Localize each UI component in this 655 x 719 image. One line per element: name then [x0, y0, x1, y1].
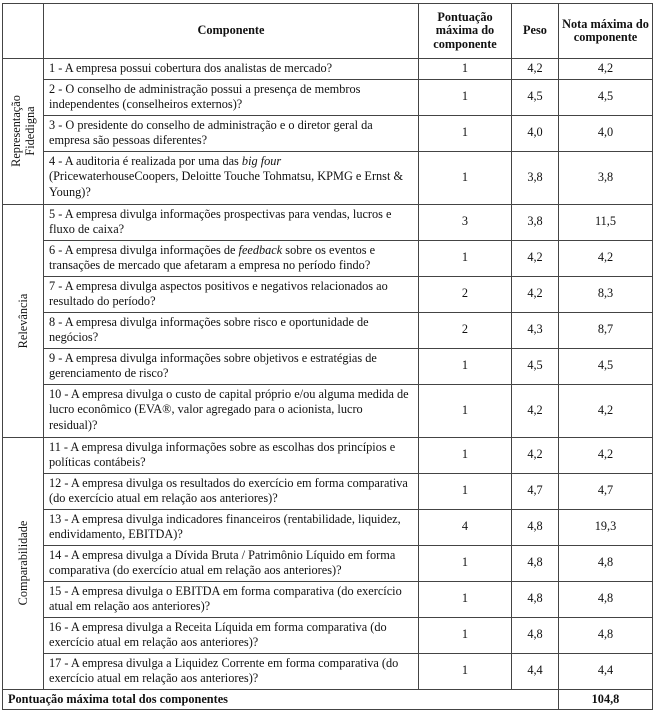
row-max-grade: 4,2: [559, 59, 653, 80]
row-weight: 4,5: [512, 348, 559, 384]
row-max-grade: 19,3: [559, 509, 653, 545]
row-weight: 4,2: [512, 240, 559, 276]
row-description: 13 - A empresa divulga indicadores financeiros (rentabilidade, liquidez, endividamento, EBITDA)?: [44, 509, 419, 545]
row-description: 12 - A empresa divulga os resultados do exercício em forma comparativa (do exercício atual em relação aos anteriores)?: [44, 473, 419, 509]
row-description: 10 - A empresa divulga o custo de capital próprio e/ou alguma medida de lucro econômico (EVA®, valor agregado para o acionista, lucro residual)?: [44, 384, 419, 437]
header-weight: Peso: [512, 4, 559, 59]
row-max-score: 1: [419, 545, 512, 581]
row-description: 3 - O presidente do conselho de administração e o diretor geral da empresa são pessoas diferentes?: [44, 115, 419, 151]
row-max-score: 2: [419, 276, 512, 312]
row-description: 7 - A empresa divulga aspectos positivos e negativos relacionados ao resultado do período?: [44, 276, 419, 312]
row-max-grade: 8,3: [559, 276, 653, 312]
row-max-grade: 4,7: [559, 473, 653, 509]
group-label-text: Representação Fidedigna: [9, 95, 37, 168]
italic-term: big four: [241, 153, 282, 168]
table-row: [3, 545, 653, 581]
table-row: [3, 437, 653, 473]
row-description: 15 - A empresa divulga o EBITDA em forma comparativa (do exercício atual em relação aos anteriores)?: [44, 581, 419, 617]
row-max-score: 1: [419, 79, 512, 115]
table-row: [3, 240, 653, 276]
row-max-score: 1: [419, 59, 512, 80]
group-label-representacao: [3, 59, 44, 205]
row-max-score: 1: [419, 437, 512, 473]
table-row: [3, 151, 653, 204]
row-weight: 3,8: [512, 151, 559, 204]
row-max-grade: 4,8: [559, 581, 653, 617]
row-weight: 4,4: [512, 653, 559, 689]
row-max-grade: 8,7: [559, 312, 653, 348]
table-row: [3, 348, 653, 384]
row-max-score: 1: [419, 384, 512, 437]
scoring-table: [2, 3, 653, 710]
row-description: 9 - A empresa divulga informações sobre objetivos e estratégias de gerenciamento de risco?: [44, 348, 419, 384]
row-max-score: 1: [419, 115, 512, 151]
row-description: 1 - A empresa possui cobertura dos analistas de mercado?: [44, 59, 419, 80]
row-weight: 4,8: [512, 545, 559, 581]
row-max-score: 2: [419, 312, 512, 348]
row-description: 8 - A empresa divulga informações sobre risco e oportunidade de negócios?: [44, 312, 419, 348]
table-row: [3, 79, 653, 115]
row-max-grade: 4,2: [559, 384, 653, 437]
header-max-grade: Nota máxima do componente: [559, 4, 653, 59]
row-description: 4 - A auditoria é realizada por uma das big four (PricewaterhouseCoopers, Deloitte Touche Tohmatsu, KPMG e Ernst & Young)?: [44, 151, 419, 204]
table-row: [3, 509, 653, 545]
row-max-grade: 3,8: [559, 151, 653, 204]
table-row: [3, 581, 653, 617]
row-weight: 4,2: [512, 59, 559, 80]
header-row: [3, 4, 653, 59]
row-max-score: 4: [419, 509, 512, 545]
row-max-score: 1: [419, 240, 512, 276]
row-weight: 4,8: [512, 509, 559, 545]
total-row: [3, 689, 653, 710]
row-max-grade: 4,4: [559, 653, 653, 689]
row-max-grade: 4,8: [559, 545, 653, 581]
table-row: [3, 384, 653, 437]
table-row: [3, 276, 653, 312]
row-weight: 4,7: [512, 473, 559, 509]
group-label-text: Relevância: [16, 293, 30, 348]
row-weight: 4,3: [512, 312, 559, 348]
total-label: Pontuação máxima total dos componentes: [3, 689, 559, 710]
header-component: Componente: [44, 4, 419, 59]
row-weight: 4,8: [512, 617, 559, 653]
group-label-comparabilidade: [3, 437, 44, 689]
italic-term: feedback: [238, 242, 283, 257]
table-row: [3, 473, 653, 509]
row-max-grade: 4,2: [559, 240, 653, 276]
row-max-score: 1: [419, 617, 512, 653]
table-row: [3, 204, 653, 240]
row-max-grade: 4,5: [559, 348, 653, 384]
row-weight: 4,8: [512, 581, 559, 617]
table-row: [3, 617, 653, 653]
row-description: 17 - A empresa divulga a Liquidez Corrente em forma comparativa (do exercício atual em relação aos anteriores)?: [44, 653, 419, 689]
row-max-score: 1: [419, 581, 512, 617]
row-max-grade: 4,0: [559, 115, 653, 151]
row-weight: 4,2: [512, 276, 559, 312]
table-row: [3, 59, 653, 80]
row-weight: 4,2: [512, 437, 559, 473]
row-weight: 4,2: [512, 384, 559, 437]
row-max-score: 1: [419, 151, 512, 204]
total-value: 104,8: [559, 689, 653, 710]
header-group: [3, 4, 44, 59]
table-row: [3, 115, 653, 151]
row-max-score: 3: [419, 204, 512, 240]
row-weight: 4,5: [512, 79, 559, 115]
row-max-score: 1: [419, 348, 512, 384]
table-row: [3, 312, 653, 348]
table-row: [3, 653, 653, 689]
row-max-grade: 4,5: [559, 79, 653, 115]
row-weight: 3,8: [512, 204, 559, 240]
row-max-grade: 4,8: [559, 617, 653, 653]
group-label-relevancia: [3, 204, 44, 437]
row-max-grade: 11,5: [559, 204, 653, 240]
row-max-score: 1: [419, 653, 512, 689]
row-description: 11 - A empresa divulga informações sobre as escolhas dos princípios e políticas contábeis?: [44, 437, 419, 473]
header-max-score: Pontuação máxima do componente: [419, 4, 512, 59]
row-description: 6 - A empresa divulga informações de feedback sobre os eventos e transações de mercado que afetaram a empresa no período findo?: [44, 240, 419, 276]
row-weight: 4,0: [512, 115, 559, 151]
row-description: 2 - O conselho de administração possui a presença de membros independentes (conselheiros externos)?: [44, 79, 419, 115]
row-max-score: 1: [419, 473, 512, 509]
group-label-text: Comparabilidade: [16, 520, 30, 606]
row-description: 14 - A empresa divulga a Dívida Bruta / Patrimônio Líquido em forma comparativa (do exercício atual em relação aos anteriores)?: [44, 545, 419, 581]
row-description: 5 - A empresa divulga informações prospectivas para vendas, lucros e fluxo de caixa?: [44, 204, 419, 240]
row-max-grade: 4,2: [559, 437, 653, 473]
row-description: 16 - A empresa divulga a Receita Líquida em forma comparativa (do exercício atual em relação aos anteriores)?: [44, 617, 419, 653]
